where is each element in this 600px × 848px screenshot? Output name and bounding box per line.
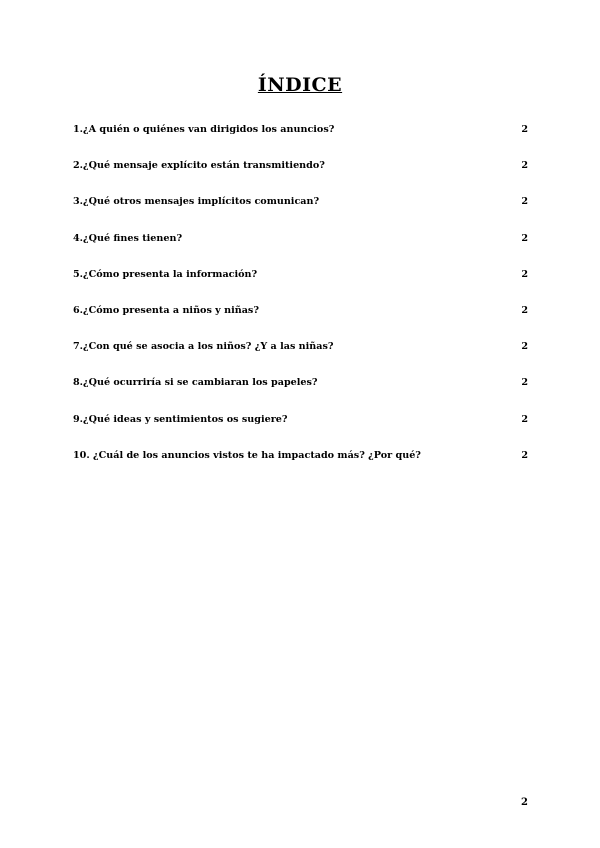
toc-entry-page: 2 (521, 268, 528, 280)
toc-entry-page: 2 (521, 232, 528, 244)
toc-entry-page: 2 (521, 449, 528, 461)
toc-entry-8[interactable] (73, 377, 528, 413)
page-title: ÍNDICE (257, 74, 343, 96)
toc-entry-3[interactable] (73, 196, 528, 232)
toc-entry-text: 1.¿A quién o quiénes van dirigidos los anuncios? (73, 124, 335, 135)
toc-entry-page: 2 (521, 196, 528, 208)
toc-entry-6[interactable] (73, 305, 528, 341)
toc-entry-text: 9.¿Qué ideas y sentimientos os sugiere? (73, 413, 288, 425)
toc-entry-text: 3.¿Qué otros mensajes implícitos comunican? (73, 196, 320, 208)
toc-entry-text: 2.¿Qué mensaje explícito están transmitiendo? (73, 160, 325, 172)
toc-entry-page: 2 (521, 413, 528, 425)
toc-entry-5[interactable] (73, 269, 528, 305)
toc-entry-text: 7.¿Con qué se asocia a los niños? ¿Y a las niñas? (73, 341, 334, 353)
toc-entry-7[interactable] (73, 341, 528, 377)
toc-entry-text: 6.¿Cómo presenta a niños y niñas? (73, 304, 259, 316)
toc-entry-page: 2 (521, 304, 528, 316)
toc-entry-text: 4.¿Qué fines tienen? (73, 232, 183, 244)
toc-entry-text: 10. ¿Cuál de los anuncios vistos te ha impactado más? ¿Por qué? (73, 449, 421, 461)
toc-entry-9[interactable] (73, 414, 528, 450)
table-of-contents (73, 124, 528, 486)
toc-entry-page: 2 (521, 377, 528, 389)
toc-entry-2[interactable] (73, 160, 528, 196)
toc-entry-text: 8.¿Qué ocurriría si se cambiaran los papeles? (73, 377, 318, 389)
toc-entry-page: 2 (521, 160, 528, 172)
toc-entry-4[interactable] (73, 233, 528, 269)
toc-entry-page: 2 (521, 341, 528, 353)
toc-entry-page: 2 (521, 124, 528, 135)
toc-entry-text: 5.¿Cómo presenta la información? (73, 268, 258, 280)
page-number: 2 (521, 797, 528, 808)
toc-entry-10[interactable] (73, 450, 528, 486)
toc-entry-1[interactable] (73, 124, 528, 160)
